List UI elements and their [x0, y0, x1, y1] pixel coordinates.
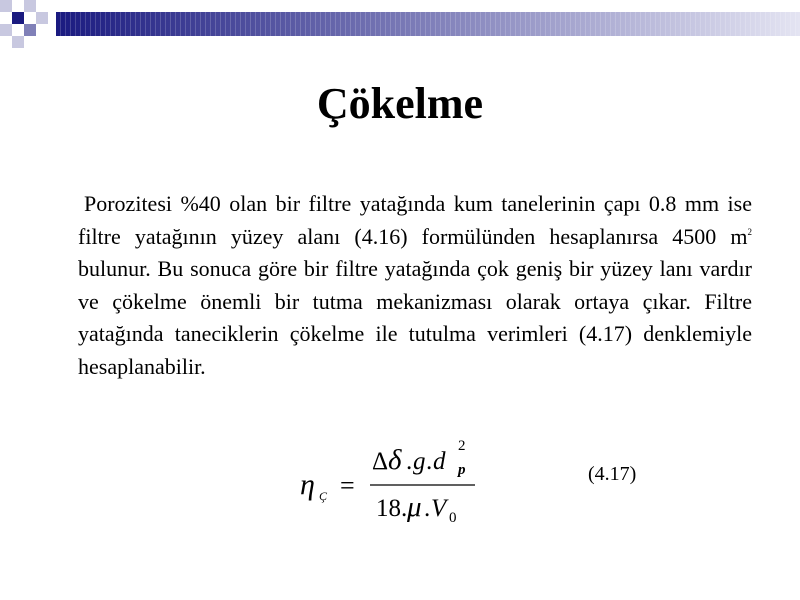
equation-number: (4.17)	[588, 463, 637, 485]
equals-sign: =	[340, 471, 355, 500]
numerator-dot-1: .	[406, 448, 413, 475]
denominator-V: V	[431, 495, 447, 522]
body-paragraph	[78, 188, 752, 383]
slide-title: Çökelme	[316, 79, 484, 128]
numerator-delta: Δ	[372, 448, 389, 475]
paragraph-part2: bulunur. Bu sonuca göre bir filtre yatağında çok geniş bir yüzey lanı vardır ve çökelme önemli bir tutma mekanizması olarak ortaya çıkar. Filtre yatağında taneciklerin çökelme ile tutulma verimleri (4.17) denklemiyle hesaplanabilir.	[78, 256, 752, 379]
numerator-d-superscript: 2	[458, 438, 466, 454]
numerator-dot-2: .	[426, 448, 433, 475]
numerator-delta-small: δ	[388, 444, 402, 476]
denominator-coef: 18.	[376, 495, 408, 522]
numerator-d-subscript: p	[458, 462, 466, 478]
denominator-V-subscript: 0	[449, 510, 457, 526]
eta-symbol: η	[300, 468, 315, 501]
equation-4-17	[300, 436, 500, 536]
paragraph-part1: Porozitesi %40 olan bir filtre yatağında kum tanelerinin çapı 0.8 mm ise filtre yatağının yüzey alanı (4.16) formülünden hesaplanırsa 4500 m	[78, 191, 752, 249]
decorative-squares	[0, 0, 48, 48]
header-banner	[0, 0, 800, 50]
numerator-d: d	[433, 448, 446, 475]
numerator-g: g	[413, 448, 426, 475]
denominator-mu: μ	[407, 491, 422, 523]
eta-subscript: Ç	[319, 489, 328, 503]
superscript-2: 2	[747, 226, 752, 237]
denominator-dot: .	[424, 495, 431, 522]
